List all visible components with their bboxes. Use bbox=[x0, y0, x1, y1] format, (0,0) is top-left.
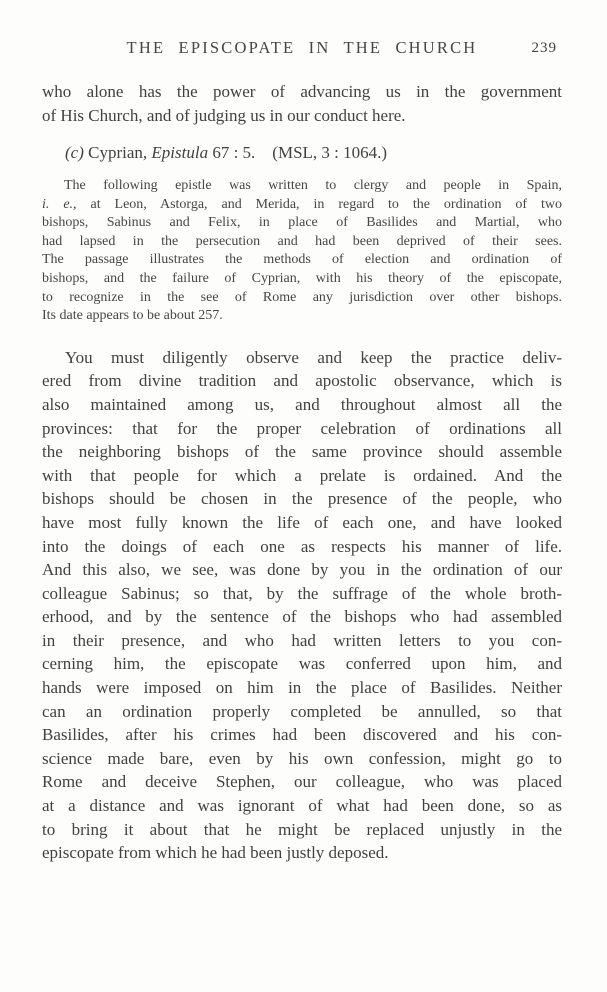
text-line bbox=[42, 464, 562, 488]
text-line bbox=[42, 676, 562, 700]
text-line bbox=[42, 104, 562, 128]
text-line bbox=[42, 369, 562, 393]
text-segment: bishops, Sabinus and Felix, in place of Basilides and Martial, who bbox=[42, 215, 562, 231]
text-segment: have most fully known the life of each one, and have looked bbox=[42, 512, 562, 532]
text-line bbox=[42, 582, 562, 606]
text-segment: with that people for which a prelate is ordained. And the bbox=[42, 465, 562, 485]
text-line bbox=[42, 747, 562, 771]
text-segment: had lapsed in the persecution and had been deprived of their sees. bbox=[42, 233, 562, 249]
text-line bbox=[42, 652, 562, 676]
text-segment: to bring it about that he might be replaced unjustly in the bbox=[42, 819, 562, 839]
text-segment: 67 : 5. (MSL, 3 : 1064.) bbox=[208, 143, 388, 162]
text-line bbox=[42, 770, 562, 794]
text-segment: The passage illustrates the methods of election and ordination of bbox=[42, 252, 562, 268]
text-line bbox=[42, 558, 562, 582]
text-segment: at Leon, Astorga, and Merida, in regard to the ordination of two bbox=[76, 196, 562, 212]
body-paragraph bbox=[42, 346, 562, 865]
text-line bbox=[42, 841, 562, 865]
text-line bbox=[42, 723, 562, 747]
text-segment: erhood, and by the sentence of the bishops who had assembled bbox=[42, 607, 562, 627]
text-segment: the neighboring bishops of the same province should assemble bbox=[42, 442, 562, 462]
text-line bbox=[42, 629, 562, 653]
text-segment: in their presence, and who had written letters to you con- bbox=[42, 630, 562, 650]
text-line bbox=[42, 440, 562, 464]
text-line bbox=[42, 177, 562, 196]
text-line bbox=[42, 417, 562, 441]
italic-text: (c) bbox=[65, 143, 89, 162]
italic-text: Epistula bbox=[151, 143, 209, 162]
text-segment: at a distance and was ignorant of what had been done, so as bbox=[42, 796, 562, 816]
text-segment: Rome and deceive Stephen, our colleague, who was placed bbox=[42, 772, 562, 792]
text-segment: The following epistle was written to clergy and people in Spain, bbox=[64, 178, 562, 193]
text-line bbox=[42, 818, 562, 842]
text-line bbox=[42, 80, 562, 104]
text-segment: hands were imposed on him in the place of Basilides. Neither bbox=[42, 678, 562, 698]
text-line bbox=[42, 307, 562, 326]
text-segment: Cyprian, bbox=[88, 143, 152, 162]
text-segment: Its date appears to be about 257. bbox=[42, 308, 223, 324]
opening-paragraph bbox=[42, 80, 562, 127]
text-segment: And this also, we see, was done by you in the ordination of our bbox=[42, 560, 562, 580]
text-segment: You must diligently observe and keep the practice deliv- bbox=[65, 347, 562, 367]
page-title: THE EPISCOPATE IN THE CHURCH bbox=[126, 38, 478, 57]
text-line bbox=[42, 700, 562, 724]
running-header bbox=[42, 38, 562, 60]
text-line bbox=[42, 346, 562, 370]
page-number: 239 bbox=[531, 40, 557, 56]
text-segment: to recognize in the see of Rome any jurisdiction over other bishops. bbox=[42, 289, 562, 305]
text-segment: bishops should be chosen in the presence of the people, who bbox=[42, 489, 562, 509]
editorial-note bbox=[42, 177, 562, 326]
text-line bbox=[42, 393, 562, 417]
text-segment: who alone has the power of advancing us in the government bbox=[42, 82, 562, 101]
citation-line bbox=[42, 141, 562, 165]
text-line bbox=[42, 251, 562, 270]
text-segment: episcopate from which he had been justly deposed. bbox=[42, 843, 389, 863]
text-line bbox=[42, 605, 562, 629]
text-segment: into the doings of each one as respects his manner of life. bbox=[42, 536, 562, 556]
text-line bbox=[42, 141, 562, 165]
text-line bbox=[42, 487, 562, 511]
text-segment: bishops, and the failure of Cyprian, with his theory of the episcopate, bbox=[42, 270, 562, 286]
text-segment: provinces: that for the proper celebration of ordinations all bbox=[42, 418, 562, 438]
text-segment: of His Church, and of judging us in our conduct here. bbox=[42, 105, 406, 125]
text-segment: Basilides, after his crimes had been discovered and his con- bbox=[42, 725, 562, 745]
italic-text: i. e., bbox=[42, 196, 77, 212]
text-line bbox=[42, 270, 562, 289]
text-segment: colleague Sabinus; so that, by the suffrage of the whole broth- bbox=[42, 583, 562, 603]
text-line bbox=[42, 233, 562, 252]
text-line bbox=[42, 511, 562, 535]
text-line bbox=[42, 794, 562, 818]
text-line bbox=[42, 196, 562, 215]
text-line bbox=[42, 289, 562, 308]
text-segment: cerning him, the episcopate was conferred upon him, and bbox=[42, 654, 562, 674]
text-segment: ered from divine tradition and apostolic observance, which is bbox=[42, 371, 562, 391]
text-line bbox=[42, 535, 562, 559]
text-line bbox=[42, 214, 562, 233]
text-segment: science made bare, even by his own confession, might go to bbox=[42, 748, 562, 768]
text-segment: can an ordination properly completed be annulled, so that bbox=[42, 701, 562, 721]
text-segment: also maintained among us, and throughout almost all the bbox=[42, 394, 562, 414]
